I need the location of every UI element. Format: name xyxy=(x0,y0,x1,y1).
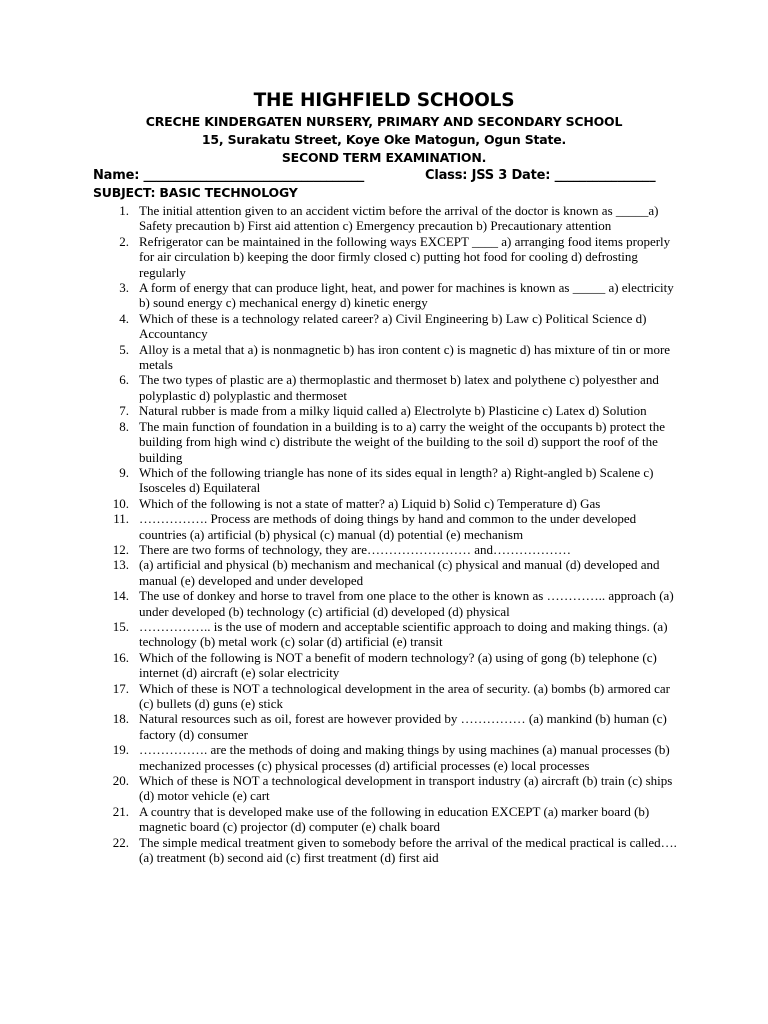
question-number: 15. xyxy=(112,618,129,634)
question-number: 22. xyxy=(112,834,129,850)
question-item xyxy=(0,403,768,418)
question-item xyxy=(0,234,768,280)
question-number: 4. xyxy=(119,310,129,326)
question-number: 19. xyxy=(112,742,129,758)
question-text: A country that is developed make use of the following in education EXCEPT (a) marker board (b) magnetic board (c) projector (d) computer (e) chalk board xyxy=(139,803,650,835)
question-list xyxy=(0,203,768,865)
school-address: 15, Surakatu Street, Koye Oke Matogun, Ogun State. xyxy=(201,132,567,147)
question-item xyxy=(0,372,768,403)
question-text: The simple medical treatment given to somebody before the arrival of the medical practical is called…. (a) treatment (b) second aid (c) first treatment (d) first aid xyxy=(139,834,677,866)
question-text: Which of the following is NOT a benefit of modern technology? (a) using of gong (b) telephone (c) internet (d) aircraft (e) solar electricity xyxy=(139,649,657,681)
question-item xyxy=(0,711,768,742)
question-text: Which of the following triangle has none of its sides equal in length? a) Right-angled b) Scalene c) Isosceles d) Equilateral xyxy=(139,464,654,496)
question-item xyxy=(0,804,768,835)
question-item xyxy=(0,496,768,511)
question-text: Natural rubber is made from a milky liquid called a) Electrolyte b) Plasticine c) Latex d) Solution xyxy=(139,403,647,419)
question-item xyxy=(0,835,768,866)
question-text: The two types of plastic are a) thermoplastic and thermoset b) latex and polythene c) polyesther and polyplastic d) polyplastic and thermoset xyxy=(139,372,659,403)
question-text: A form of energy that can produce light, heat, and power for machines is known as _____ a) electricity b) sound energy c) mechanical energy d) kinetic energy xyxy=(139,280,674,311)
question-text: The main function of foundation in a building is to a) carry the weight of the occupants b) protect the building from high wind c) distribute the weight of the building to the soil d) support the roof of the building xyxy=(139,418,665,465)
question-number: 16. xyxy=(112,649,129,665)
question-item xyxy=(0,650,768,681)
question-number: 18. xyxy=(112,711,129,727)
subject-line: SUBJECT: BASIC TECHNOLOGY xyxy=(93,185,298,200)
exam-title: SECOND TERM EXAMINATION. xyxy=(281,150,487,165)
school-subtitle: CRECHE KINDERGATEN NURSERY, PRIMARY AND SECONDARY SCHOOL xyxy=(145,114,623,129)
question-number: 2. xyxy=(119,233,129,249)
question-item xyxy=(0,542,768,557)
name-field-line: Name: ___________________________________ xyxy=(93,168,365,183)
question-item xyxy=(0,511,768,542)
question-item xyxy=(0,557,768,588)
question-number: 1. xyxy=(119,203,129,218)
question-item xyxy=(0,773,768,804)
question-text: Natural resources such as oil, forest are however provided by …………… (a) mankind (b) human (c) factory (d) consumer xyxy=(139,711,667,742)
question-item xyxy=(0,619,768,650)
school-name: THE HIGHFIELD SCHOOLS xyxy=(253,90,515,111)
question-item xyxy=(0,311,768,342)
question-number: 21. xyxy=(112,803,129,819)
question-text: The use of donkey and horse to travel from one place to the other is known as ………….. approach (a) under developed (b) technology (c) artificial (d) developed (d) physical xyxy=(139,588,674,619)
question-number: 3. xyxy=(119,280,129,296)
question-text: …………….. is the use of modern and acceptable scientific approach to doing and making things. (a) technology (b) metal work (c) solar (d) artificial (e) transit xyxy=(139,618,668,650)
question-number: 13. xyxy=(112,557,129,573)
question-text: ……………. are the methods of doing and making things by using machines (a) manual processes (b) mechanized processes (c) physical processes (d) artificial processes (e) local processes xyxy=(139,742,670,773)
question-item xyxy=(0,742,768,773)
question-item xyxy=(0,588,768,619)
question-text: Which of the following is not a state of matter? a) Liquid b) Solid c) Temperature d) Gas xyxy=(139,495,601,511)
question-item xyxy=(0,465,768,496)
question-number: 11. xyxy=(113,511,129,527)
question-text: Refrigerator can be maintained in the following ways EXCEPT ____ a) arranging food items properly for air circulation b) keeping the door firmly closed c) putting hot food for cooling d) defrosting regularly xyxy=(139,233,671,280)
question-number: 5. xyxy=(119,341,129,357)
question-number: 6. xyxy=(119,372,129,388)
question-number: 7. xyxy=(119,403,129,419)
question-text: Which of these is NOT a technological development in the area of security. (a) bombs (b) armored car (c) bullets (d) guns (e) stick xyxy=(139,680,670,711)
question-number: 14. xyxy=(112,588,129,604)
question-text: The initial attention given to an accident victim before the arrival of the doctor is known as _____a) Safety precaution b) First aid attention c) Emergency precaution b) Precautionary attention xyxy=(139,203,659,234)
question-text: Alloy is a metal that a) is nonmagnetic b) has iron content c) is magnetic d) has mixture of tin or more metals xyxy=(139,341,671,373)
question-number: 10. xyxy=(112,495,129,511)
question-number: 12. xyxy=(112,541,129,557)
question-item xyxy=(0,419,768,465)
question-text: There are two forms of technology, they are…………………… and……………… xyxy=(139,541,572,557)
question-item xyxy=(0,280,768,311)
question-text: (a) artificial and physical (b) mechanism and mechanical (c) physical and manual (d) developed and manual (e) developed and under developed xyxy=(139,557,660,588)
question-number: 20. xyxy=(112,773,129,789)
question-number: 8. xyxy=(119,418,129,434)
question-text: Which of these is NOT a technological development in transport industry (a) aircraft (b) train (c) ships (d) motor vehicle (e) cart xyxy=(139,773,673,804)
question-text: ……………. Process are methods of doing things by hand and common to the under developed countries (a) artificial (b) physical (c) manual (d) potential (e) mechanism xyxy=(139,511,637,542)
question-item xyxy=(0,342,768,373)
question-item xyxy=(0,203,768,234)
question-item xyxy=(0,681,768,712)
question-text: Which of these is a technology related career? a) Civil Engineering b) Law c) Political Science d) Accountancy xyxy=(139,310,647,342)
question-number: 9. xyxy=(119,464,129,480)
class-date-line: Class: JSS 3 Date: ________________ xyxy=(425,168,656,183)
question-number: 17. xyxy=(112,680,129,696)
